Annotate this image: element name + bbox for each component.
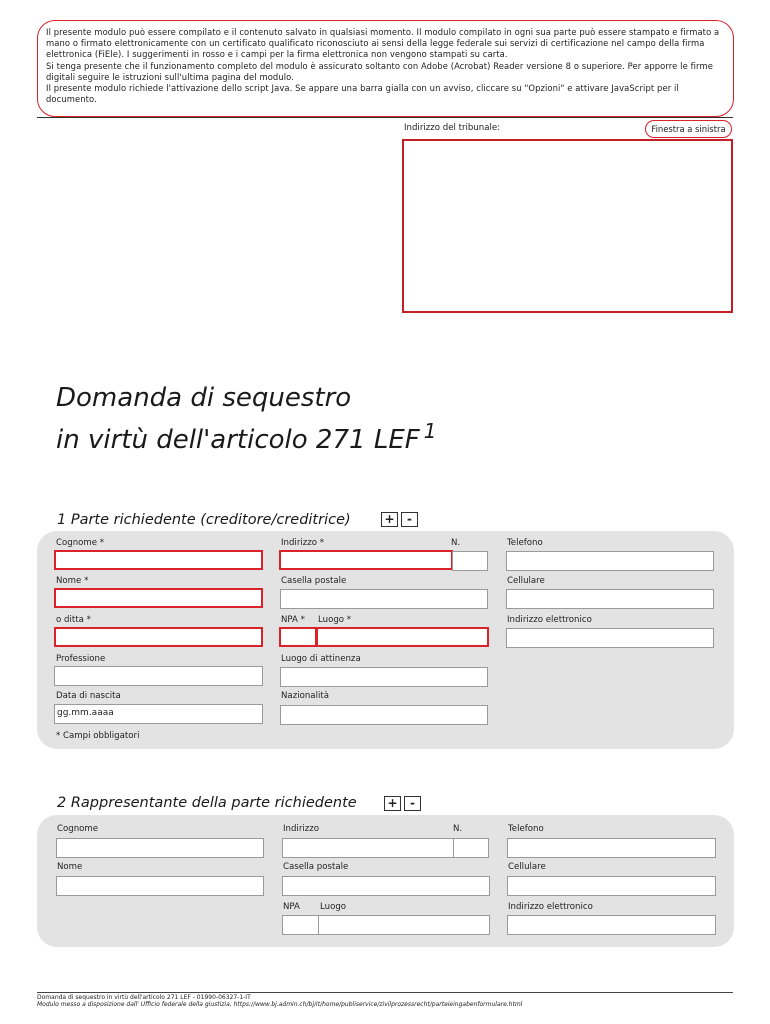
section1-remove-button[interactable]: - bbox=[401, 512, 418, 527]
po-box-label: Casella postale bbox=[281, 576, 347, 586]
birthdate-label: Data di nascita bbox=[56, 691, 121, 701]
nationality-input[interactable] bbox=[280, 705, 488, 725]
rep-mobile-label: Cellulare bbox=[508, 862, 546, 872]
po-box-input[interactable] bbox=[280, 589, 488, 609]
rep-mobile-input[interactable] bbox=[507, 876, 716, 896]
document-title-line1: Domanda di sequestro bbox=[56, 383, 352, 413]
place-label: Luogo * bbox=[318, 615, 352, 625]
address-input[interactable] bbox=[279, 550, 453, 570]
rep-surname-label: Cognome bbox=[57, 824, 99, 834]
rep-phone-input[interactable] bbox=[507, 838, 716, 858]
name-input[interactable] bbox=[54, 588, 263, 608]
place-input[interactable] bbox=[316, 627, 489, 647]
footer-divider bbox=[37, 992, 733, 993]
email-input[interactable] bbox=[506, 628, 714, 648]
phone-label: Telefono bbox=[507, 538, 543, 548]
company-label: o ditta * bbox=[56, 615, 91, 625]
rep-name-input[interactable] bbox=[56, 876, 264, 896]
rep-place-input[interactable] bbox=[318, 915, 490, 935]
phone-input[interactable] bbox=[506, 551, 714, 571]
title-footnote: 1 bbox=[423, 419, 437, 443]
rep-number-label: N. bbox=[453, 824, 463, 834]
origin-input[interactable] bbox=[280, 667, 488, 687]
npa-input[interactable] bbox=[279, 627, 317, 647]
number-input[interactable] bbox=[452, 551, 488, 571]
rep-surname-input[interactable] bbox=[56, 838, 264, 858]
number-label: N. bbox=[451, 538, 461, 548]
rep-npa-label: NPA bbox=[283, 902, 300, 912]
company-input[interactable] bbox=[54, 627, 263, 647]
surname-label: Cognome * bbox=[56, 538, 105, 548]
notice-paragraph-3: Il presente modulo richiede l'attivazione dello script Java. Se appare una barra gialla con un avviso, cliccare su "Opzioni" e attivare JavaScript per il documento. bbox=[46, 83, 679, 105]
window-left-button[interactable]: Finestra a sinistra bbox=[645, 120, 732, 138]
notice-paragraph-1: Il presente modulo può essere compilato e il contenuto salvato in qualsiasi momento. Il modulo compilato in ogni sua parte può essere stampato e firmato a mano o firmato elettronicamente con un certificato qualificato riconosciuto ai sensi della legge federale sui servizi di certificazione nel campo della firma elettronica (FiEle). I suggerimenti in rosso e i campi per la firma elettronica non vengono stampati su carta. bbox=[46, 27, 720, 60]
footer-source: Modulo messo a disposizione dall' Ufficio federale della giustizia, https://www.bj.admin.ch/bj/it/home/publiservice/zivilprozessrecht/parteieingabenformulare.html bbox=[37, 1001, 523, 1008]
mobile-input[interactable] bbox=[506, 589, 714, 609]
profession-input[interactable] bbox=[54, 666, 263, 686]
notice-paragraph-2: Si tenga presente che il funzionamento completo del modulo è assicurato soltanto con Adobe (Acrobat) Reader versione 8 o superiore. Per apporre le firme digitali seguire le istruzioni sull'ultima pagina del modulo. bbox=[46, 60, 713, 82]
address-label: Indirizzo * bbox=[281, 538, 325, 548]
surname-input[interactable] bbox=[54, 550, 263, 570]
nationality-label: Nazionalità bbox=[281, 691, 329, 701]
section1-add-button[interactable]: + bbox=[381, 512, 398, 527]
rep-po-box-input[interactable] bbox=[282, 876, 490, 896]
section2-add-button[interactable]: + bbox=[384, 796, 401, 811]
section2-remove-button[interactable]: - bbox=[404, 796, 421, 811]
required-note: * Campi obbligatori bbox=[56, 731, 140, 741]
rep-email-input[interactable] bbox=[507, 915, 716, 935]
rep-place-label: Luogo bbox=[320, 902, 347, 912]
rep-number-input[interactable] bbox=[453, 838, 489, 858]
rep-phone-label: Telefono bbox=[508, 824, 544, 834]
rep-po-box-label: Casella postale bbox=[283, 862, 349, 872]
email-label: Indirizzo elettronico bbox=[507, 615, 592, 625]
document-title-text: in virtù dell'articolo 271 LEF bbox=[56, 425, 420, 455]
rep-address-input[interactable] bbox=[282, 838, 454, 858]
section2-title: 2 Rappresentante della parte richiedente bbox=[57, 795, 357, 811]
name-label: Nome * bbox=[56, 576, 89, 586]
rep-email-label: Indirizzo elettronico bbox=[508, 902, 593, 912]
birthdate-input[interactable]: gg.mm.aaaa bbox=[54, 704, 263, 724]
header-divider bbox=[37, 117, 733, 118]
court-address-field[interactable] bbox=[402, 139, 733, 313]
rep-npa-input[interactable] bbox=[282, 915, 319, 935]
mobile-label: Cellulare bbox=[507, 576, 545, 586]
instructions-notice bbox=[37, 20, 734, 117]
rep-address-label: Indirizzo bbox=[283, 824, 320, 834]
rep-name-label: Nome bbox=[57, 862, 83, 872]
profession-label: Professione bbox=[56, 654, 106, 664]
document-title-line2 bbox=[56, 419, 437, 455]
origin-label: Luogo di attinenza bbox=[281, 654, 361, 664]
section1-title: 1 Parte richiedente (creditore/creditrice) bbox=[57, 512, 351, 528]
npa-label: NPA * bbox=[281, 615, 305, 625]
footer-form-id: Domanda di sequestro in virtù dell'articolo 271 LEF - 01990-06327-1-IT bbox=[37, 994, 251, 1001]
court-address-label: Indirizzo del tribunale: bbox=[404, 123, 501, 133]
